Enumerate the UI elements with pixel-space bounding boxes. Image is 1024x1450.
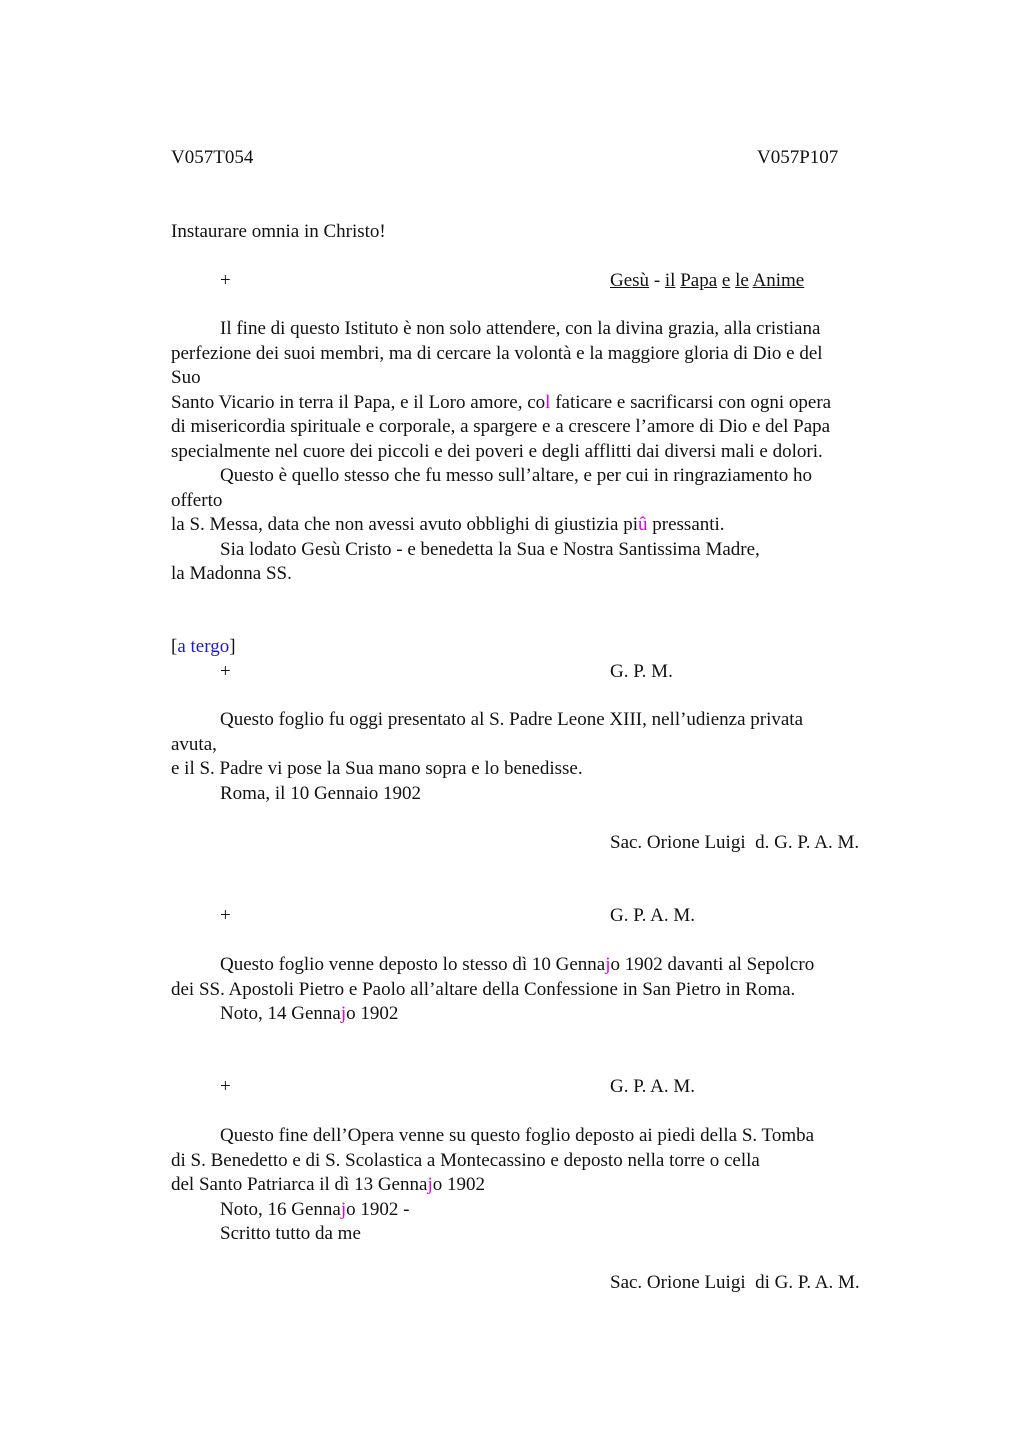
section-heading: G. P. A. M. xyxy=(610,1076,695,1097)
date-line xyxy=(220,1002,398,1026)
paragraph-line: dei SS. Apostoli Pietro e Paolo all’altare della Confessione in San Pietro in Roma. xyxy=(171,979,796,1000)
text-segment: del Santo Patriarca il dì 13 Genna xyxy=(171,1174,428,1195)
signature: Sac. Orione Luigi d. G. P. A. M. xyxy=(610,832,860,853)
paragraph-line: avuta, xyxy=(171,734,217,755)
paragraph-line: offerto xyxy=(171,490,223,511)
date-line xyxy=(220,1198,409,1222)
correction-mark: j xyxy=(605,954,611,975)
correction-mark: j xyxy=(340,1199,347,1220)
paragraph-line: Questo è quello stesso che fu messo sull’altare, e per cui in ringraziamento ho xyxy=(220,465,812,486)
paragraph-line: di S. Benedetto e di S. Scolastica a Montecassino e deposto nella torre o cella xyxy=(171,1150,760,1171)
paragraph-line: specialmente nel cuore dei piccoli e dei poveri e degli afflitti dai diversi mali e dolori. xyxy=(171,441,823,462)
correction-mark: û xyxy=(638,514,648,535)
bracket: ] xyxy=(229,636,236,657)
heading-word: le xyxy=(735,270,749,291)
heading-word: Papa xyxy=(680,270,718,291)
text-segment: faticare e sacrificarsi con ogni opera xyxy=(550,392,832,413)
date-line: Roma, il 10 Gennaio 1902 xyxy=(220,783,422,804)
editorial-note-text: a tergo xyxy=(177,636,230,657)
heading-word: e xyxy=(721,270,731,291)
paragraph-line: e il S. Padre vi pose la Sua mano sopra e lo benedisse. xyxy=(171,758,583,779)
correction-mark: j xyxy=(427,1174,433,1195)
heading-separator: - xyxy=(649,270,665,291)
paragraph-line: perfezione dei suoi membri, ma di cercare la volontà e la maggiore gloria di Dio e del xyxy=(171,343,823,364)
text-segment: Noto, 14 Genna xyxy=(220,1003,341,1024)
cross-symbol: + xyxy=(220,661,231,682)
paragraph-line: Questo fine dell’Opera venne su questo foglio deposto ai piedi della S. Tomba xyxy=(220,1125,815,1146)
text-segment: o 1902 - xyxy=(346,1199,410,1220)
document-code-right: V057P107 xyxy=(757,147,839,168)
text-segment: o 1902 xyxy=(432,1174,485,1195)
section-heading: G. P. M. xyxy=(610,661,673,682)
heading-word: il xyxy=(664,270,676,291)
paragraph-line xyxy=(171,391,831,415)
text-segment: o 1902 xyxy=(346,1003,399,1024)
section-heading: G. P. A. M. xyxy=(610,905,695,926)
paragraph-line: Questo foglio fu oggi presentato al S. Padre Leone XIII, nell’udienza privata xyxy=(220,709,804,730)
text-segment: Noto, 16 Genna xyxy=(220,1199,341,1220)
section-heading xyxy=(610,269,804,293)
paragraph-line: la Madonna SS. xyxy=(171,563,292,584)
cross-symbol: + xyxy=(220,905,231,926)
bracket: [ xyxy=(171,636,178,657)
correction-mark: j xyxy=(340,1003,347,1024)
cross-symbol: + xyxy=(220,270,231,291)
editorial-note xyxy=(171,635,236,659)
paragraph-line xyxy=(171,1173,485,1197)
text-segment: la S. Messa, data che non avessi avuto obblighi di giustizia pi xyxy=(171,514,639,535)
heading-word: Gesù xyxy=(610,270,650,291)
text-segment: pressanti. xyxy=(647,514,725,535)
correction-mark: l xyxy=(545,392,551,413)
text-segment: o 1902 davanti al Sepolcro xyxy=(610,954,815,975)
motto: Instaurare omnia in Christo! xyxy=(171,221,386,242)
paragraph-line: Scritto tutto da me xyxy=(220,1223,361,1244)
signature: Sac. Orione Luigi di G. P. A. M. xyxy=(610,1272,860,1293)
paragraph-line xyxy=(220,953,814,977)
paragraph-line: Suo xyxy=(171,367,201,388)
paragraph-line: Il fine di questo Istituto è non solo attendere, con la divina grazia, alla cristiana xyxy=(220,318,821,339)
document-code-left: V057T054 xyxy=(171,147,254,168)
cross-symbol: + xyxy=(220,1076,231,1097)
text-segment: Santo Vicario in terra il Papa, e il Loro amore, co xyxy=(171,392,546,413)
paragraph-line: di misericordia spirituale e corporale, a spargere e a crescere l’amore di Dio e del Papa xyxy=(171,416,831,437)
heading-word: Anime xyxy=(752,270,805,291)
paragraph-line: Sia lodato Gesù Cristo - e benedetta la Sua e Nostra Santissima Madre, xyxy=(220,539,760,560)
paragraph-line xyxy=(171,513,725,537)
text-segment: Questo foglio venne deposto lo stesso dì 10 Genna xyxy=(220,954,606,975)
